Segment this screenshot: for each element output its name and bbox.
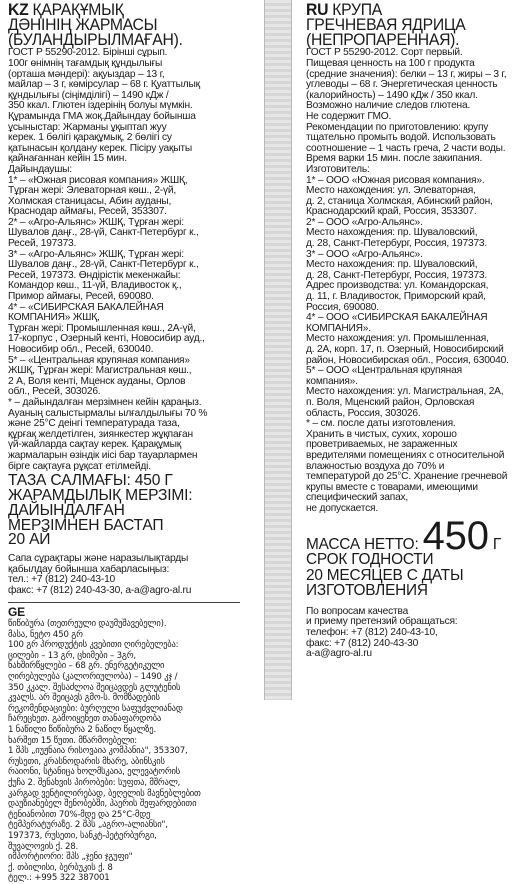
kz-text-line: Примор аймағы, Ресей, 690080.	[8, 291, 154, 303]
kz-title	[8, 3, 231, 47]
ru-text-line: Хранить в чистых, сухих, хорошо	[306, 428, 457, 440]
ru-net-value: 450	[422, 513, 489, 558]
kz-text-line: 350 ккал. Глютен іздерінің болуы мүмкін.	[8, 100, 193, 112]
ru-text-line: д. 2, станица Холмская, Абинский район,	[306, 195, 493, 207]
ge-text-line: მასა, ნეტო 450 გრ	[8, 629, 83, 640]
kz-contact-line: Сапа сұрақтары және наразылықтарды	[8, 553, 189, 565]
ru-text-line: ГОСТ Р 55290-2012. Сорт первый.	[306, 47, 463, 59]
ru-body-text	[306, 48, 519, 514]
ge-text-line: რეკომენდაციები: ბურღული საფუძვლიანად	[8, 703, 183, 714]
kz-text-line: керек. 1 бөлігі қарақұмық, 2 бөлігі су	[8, 132, 172, 144]
kz-contact-line: факс: +7 (812) 240-43-30, a-a@agro-al.ru	[8, 584, 192, 596]
ru-contact-line: телефон: +7 (812) 240-43-10,	[306, 627, 438, 639]
ge-text-line: ხარშეთ 15 წუთი. მწარმოებელი:	[8, 735, 137, 746]
label-fold-strip	[264, 0, 292, 700]
kz-text-line: Ресей, 197373. Өндірістік мекенжайы:	[8, 269, 181, 281]
ru-text-line: Место нахождения: пр. Шуваловский,	[306, 227, 478, 239]
ru-title	[306, 3, 510, 47]
kz-text-line: үй-жайларда сақтау керек. Қарақұмық	[8, 439, 182, 451]
ge-text-line: ქუჩა 2. შენახვის პირობები: სუფთა, მშრალ,	[8, 778, 181, 788]
kz-big-line: ЖАРАМДЫЛЫҚ МЕРЗІМІ:	[8, 486, 193, 504]
ge-text-line: წიწიბურა (თეთრეული დაუმუშავებელი).	[8, 619, 167, 630]
kz-text-line: Тұрған жері: Промышленная көш., 2А-үй,	[8, 322, 196, 334]
ru-text-line: соотношение – 1 часть греча, 2 части воды.	[306, 142, 506, 154]
ge-text-line: 350 კკალ. შესაძლოა შეიცავდეს გლუტენის	[8, 682, 181, 693]
ge-text-line: 1 შპს „იუჟნაია რისოვაია კომპანია", 353307,	[8, 746, 188, 757]
kz-text-line: 2* – «Агро-Альянс» ЖШҚ, Тұрған жері:	[8, 216, 184, 228]
kz-text-line: қатынасын қолдану керек. Пісіру уақыты	[8, 142, 192, 154]
fold-line	[291, 0, 292, 700]
section-divider	[8, 602, 240, 603]
kz-text-line: қайнағаннан кейін 15 мин.	[8, 153, 127, 165]
ru-text-line: 4* – ООО «СИБИРСКАЯ БАКАЛЕЙНАЯ	[306, 312, 488, 324]
ru-text-line: район, Новосибирская обл., Россия, 630040.	[306, 354, 509, 366]
ge-language-code: GE	[8, 604, 25, 619]
ge-text-line: ცილები – 13 გრ, ცხიმები – 3გრ,	[8, 650, 136, 661]
kz-text-line: құрғақ желдетілген, зиянкестер жұқпаған	[8, 428, 193, 440]
kz-text-line: бірге сақтауға рұқсат етілмейді.	[8, 460, 151, 472]
ge-text-line: კარგად ვენტილირებად, ბეღელის მავნებლებით	[8, 788, 201, 799]
kz-text-line: 17-корпус , Озерный кенті, Новосибир ауд.,	[8, 333, 205, 345]
kz-text-line: жармаларын өзіндік иісі бар тауарлармен	[8, 449, 198, 461]
kz-text-line: құндылығы (сіңімділігі) – 1490 кДж /	[8, 89, 169, 101]
ru-contact-line: и приему претензий обращаться:	[306, 616, 458, 628]
ru-text-line: д. 28, Санкт-Петербург, Россия, 197373.	[306, 269, 488, 281]
kz-text-line: Холмская станицасы, Абин ауданы,	[8, 195, 172, 207]
kz-contact-line: қабылдау бойынша хабарласыңыз:	[8, 563, 170, 575]
kz-text-line: 5* – «Центральная крупяная компания»	[8, 354, 190, 366]
ru-big-line: 20 МЕСЯЦЕВ С ДАТЫ	[306, 566, 464, 584]
ru-contact-line: По вопросам качества	[306, 605, 409, 617]
ru-text-line: Адрес производства: ул. Командорская,	[306, 280, 489, 292]
ge-body-text	[8, 619, 240, 884]
kz-text-line: ЖШҚ, Тұрған жері: Магистральная көш.,	[8, 365, 192, 377]
ru-text-line: (калорийность) – 1490 кДж / 350 ккал.	[306, 89, 478, 101]
kz-language-code: KZ	[8, 1, 29, 19]
kz-text-line: 3* – «Агро-Альянс» ЖШҚ, Тұрған жері:	[8, 248, 184, 260]
ru-contact-line: a-a@agro-al.ru	[306, 648, 372, 660]
ge-text-line: ღირებულება (კალორიულობა) – 1490 კჯ /	[8, 672, 178, 683]
kz-text-line: Шувалов даңғ., 28-үй, Санкт-Петербург к.,	[8, 259, 199, 271]
kz-title-line: ҚАРАҚҰМЫҚ	[32, 1, 124, 19]
ru-text-line: 5* – ООО «Центральная крупяная	[306, 365, 462, 377]
ru-text-line: п. Воля, Мценский район, Орловская	[306, 396, 475, 408]
kz-text-line: Шувалов даңғ., 28-үй, Санкт-Петербург к.,	[8, 227, 199, 239]
kz-title-line: ДӘНІНІҢ ЖАРМАСЫ	[8, 15, 158, 34]
kz-text-line: ГОСТ Р 55290-2012. Бірінші сұрып.	[8, 47, 168, 59]
ge-text-line: დაუზიანებელ შენობებში, ჰაერის შეფარდებითი	[8, 799, 197, 810]
ru-text-line: не допускается.	[306, 502, 378, 514]
kz-contact-text	[8, 554, 240, 596]
ru-title-line: ГРЕЧНЕВАЯ ЯДРИЦА	[306, 15, 466, 34]
ru-text-line: тщательно промыть водой. Использовать	[306, 132, 496, 144]
kz-text-line: майлар – 3 г, көмірсулар – 68 г. Қуаттылық	[8, 79, 200, 91]
ru-text-line: вредителями помещениях с относительной	[306, 449, 505, 461]
ge-text-line: შუვალოვის ქ. 28.	[8, 841, 79, 852]
ru-title-line: КРУПА	[332, 1, 382, 19]
kz-text-line: Ауаның салыстырмалы ылғалдылығы 70 %	[8, 407, 208, 419]
ge-text	[8, 604, 240, 884]
ru-text-line: Россия, 690080.	[306, 301, 379, 313]
ru-text-line: специфический запах,	[306, 492, 409, 504]
ru-contact-line: факс: +7 (812) 240-43-30	[306, 637, 419, 649]
ge-text-line: ნახშირწყლები – 68 გრ. ენერგეტიკული	[8, 661, 165, 672]
ru-text-line: Место нахождения: пр. Шуваловский,	[306, 259, 478, 271]
ge-text-line: რაიონი, სტანიცა ხოლმსკაია, ელევატორის	[8, 767, 181, 778]
kz-body-text	[8, 48, 240, 472]
ru-shelf-life	[306, 552, 519, 599]
kz-text-line: обл., Ресей, 303026.	[8, 386, 101, 398]
ge-text-line: ქ. თბილისი, ბერბუკის ქ. 8	[8, 862, 113, 873]
ge-text-line: ტემპერატურაზე. 2 შპს „აგრო-ალიანსი",	[8, 820, 168, 831]
ru-text-line: углеводы – 68 г. Энергетическая ценность	[306, 79, 498, 91]
ru-text-line: Место нахождения: ул. Магистральная, 2А,	[306, 386, 504, 398]
ru-text-line: влажностью воздуха до 70% и	[306, 460, 445, 472]
kz-text-line: 1* – «Южная рисовая компания» ЖШҚ,	[8, 174, 188, 186]
ru-text-line: 3* – ООО «Агро-Альянс».	[306, 248, 423, 260]
ge-text-line: ტენიანობით 70%-მდე და 25°C-მდე	[8, 809, 151, 820]
ru-text-line: КОМПАНИЯ».	[306, 322, 371, 334]
ru-net-weight	[306, 513, 519, 558]
ru-text-line: Не содержит ГМО.	[306, 110, 392, 122]
kz-text-line: Ресей, 197373.	[8, 238, 77, 250]
ge-text-line: 100 გრ პროდუქტის კვებითი ღირებულება:	[8, 640, 179, 651]
kz-text-line: 100г өнімнің тағамдық құндылығы	[8, 57, 163, 69]
kz-big-line: МЕРЗІМНЕН БАСТАП	[8, 516, 164, 534]
ru-text-line: * – см. после даты изготовления.	[306, 418, 456, 430]
ru-text-line: Место нахождения: ул. Промышленная,	[306, 333, 489, 345]
ru-text-line: проветриваемых, не зараженных	[306, 439, 458, 451]
kz-ge-column	[0, 0, 244, 884]
kz-text-line: ұсыныстар: Жарманы ұқыптап жуу	[8, 121, 167, 133]
ru-text-line: компания».	[306, 375, 358, 387]
ge-text-line: ჩარეცხეთ. გამოიყენეთ თანაფარდობა	[8, 714, 162, 725]
ru-big-line: ИЗГОТОВЛЕНИЯ	[306, 582, 428, 600]
ru-text-line: Рекомендации по приготовлению: крупу	[306, 121, 489, 133]
ru-net-unit: Г	[492, 535, 501, 553]
kz-text-line: * – дайындалған мерзімнен кейін қараңыз.	[8, 396, 202, 408]
kz-text-line: (орташа мәндері): ақуыздар – 13 г,	[8, 68, 165, 80]
kz-contact-line: тел.: +7 (812) 240-43-10	[8, 574, 116, 586]
ru-text-line: Краснодарский край, Россия, 353307.	[306, 206, 477, 218]
kz-big-line: 20 АЙ	[8, 531, 51, 549]
kz-text-line: Новосибир обл., Ресей, 630040.	[8, 344, 154, 356]
ru-text-line: Пищевая ценность на 100 г продукта	[306, 57, 475, 69]
kz-net-weight-shelf-life	[8, 474, 240, 548]
ru-text-line: д. 28, Санкт-Петербург, Россия, 197373.	[306, 238, 488, 250]
kz-text-line: Командор көш., 11-үй, Владивосток қ.,	[8, 280, 182, 292]
ge-text-line: 1 ნაწილი წიწიბურა 2 ნაწილ წყალზე.	[8, 725, 156, 736]
kz-text-line: Тұрған жері: Элеваторная көш., 2-үй,	[8, 185, 177, 197]
ru-text-line: Место нахождения: ул. Элеваторная,	[306, 185, 476, 197]
ge-text-line: ტელ.: +995 322 387001	[8, 873, 110, 884]
ru-text-line: Изготовитель:	[306, 163, 370, 175]
kz-title-line: (БУЛАНДЫРЫЛМАҒАН).	[8, 30, 183, 49]
kz-text-line: Құрамында ГМА жоқ.Дайындау бойынша	[8, 110, 196, 122]
ge-text-line: კვალს. არ შეიცავს გმო-ს. მომზადების	[8, 693, 160, 704]
ru-title-line: (НЕПРОПАРЕННАЯ).	[306, 30, 460, 49]
ru-big-line: СРОК ГОДНОСТИ	[306, 551, 434, 569]
ru-text-line: Возможно наличие следов глютена.	[306, 100, 471, 112]
ru-column	[300, 0, 523, 700]
kz-text-line: КОМПАНИЯ» ЖШҚ,	[8, 312, 100, 324]
kz-text-line: Краснодар аймағы, Ресей, 353307.	[8, 206, 167, 218]
ge-text-line: 197373, რუსეთი, სანკტ-პეტერბურგი,	[8, 830, 157, 841]
ru-text-line: Время варки 15 мин. после закипания.	[306, 153, 483, 165]
ge-text-line: რუსეთი, კრასნოდარის მხარე, აბინსკის	[8, 756, 165, 767]
ru-text-line: (средние значения): белки – 13 г, жиры – 3 г,	[306, 68, 507, 80]
ru-net-label: МАССА НЕТТО:	[306, 535, 419, 553]
ge-text-line: იმპორტიორი: შპს „ჯენი ჯგუფი"	[8, 852, 133, 863]
ru-text-line: крупы вместе с товарами, имеющими	[306, 481, 478, 493]
ru-text-line: температурой до 25°С. Хранение гречневой	[306, 471, 508, 483]
ru-text-line: 1* – ООО «Южная рисовая компания».	[306, 174, 485, 186]
kz-text-line: 4* – «СИБИРСКАЯ БАКАЛЕЙНАЯ	[8, 301, 164, 313]
ru-text-line: д. 2А, корп. 17, п. Озерный, Новосибирский	[306, 344, 504, 356]
kz-text-line: 2 А, Воля кенті, Мценск ауданы, Орлов	[8, 375, 186, 387]
ru-text-line: область, Россия, 303026.	[306, 407, 421, 419]
kz-big-line: ДАЙЫНДАЛҒАН	[8, 501, 125, 519]
kz-text-line: және 25°С деінгі температурада таза,	[8, 418, 180, 430]
ru-text-line: д. 11, г. Владивосток, Приморский край,	[306, 291, 486, 303]
ru-language-code: RU	[306, 1, 329, 19]
kz-big-line: ТАЗА САЛМАҒЫ: 450 Г	[8, 472, 173, 490]
fold-line	[264, 0, 265, 700]
ru-contact-text	[306, 607, 519, 660]
kz-text-line: Дайындаушы:	[8, 163, 72, 175]
ru-text-line: 2* – ООО «Агро-Альянс».	[306, 216, 423, 228]
